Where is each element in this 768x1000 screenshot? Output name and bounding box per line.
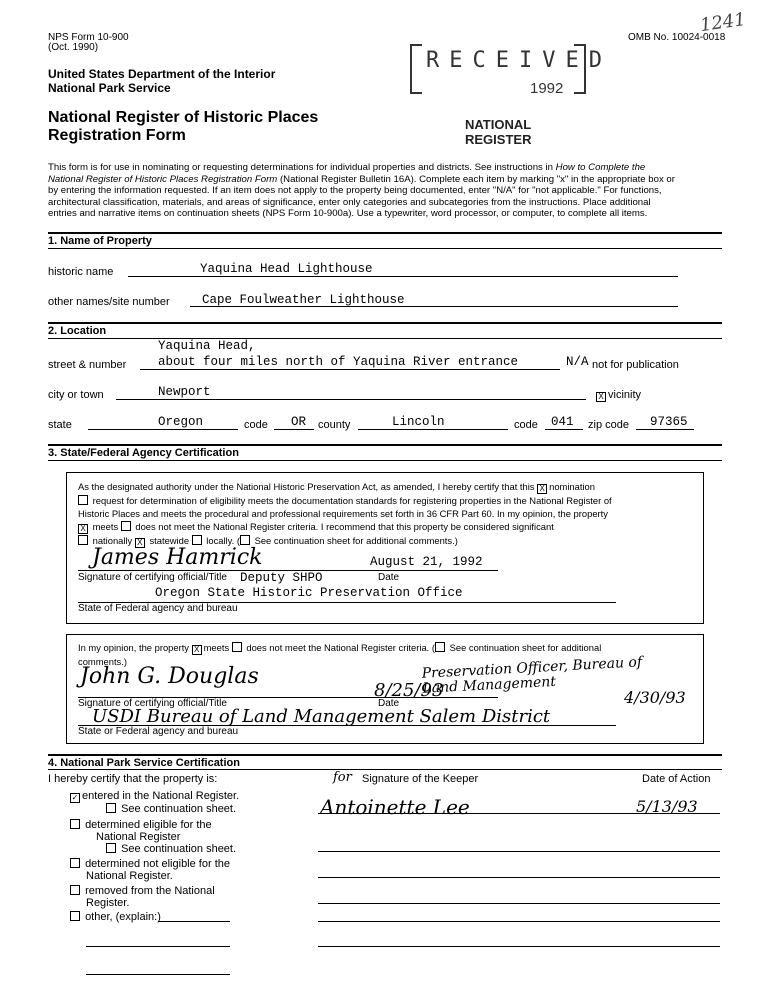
street-value-2[interactable]: about four miles north of Yaquina River entrance	[158, 355, 519, 369]
statewide-checkbox[interactable]: X	[135, 538, 145, 548]
street-value-1[interactable]: Yaquina Head,	[158, 339, 256, 353]
section-3-heading: 3. State/Federal Agency Certification	[48, 447, 239, 459]
entered-option[interactable]: ✓ entered in the National Register.	[71, 790, 240, 802]
state-value[interactable]: Oregon	[158, 415, 204, 429]
city-value[interactable]: Newport	[158, 385, 211, 399]
agency-value[interactable]: Oregon State Historic Preservation Office	[155, 586, 463, 600]
nationally-checkbox[interactable]	[78, 535, 88, 545]
official-title[interactable]: Deputy SHPO	[240, 571, 323, 585]
state-code-value[interactable]: OR	[291, 415, 307, 429]
federal-signature-label: Signature of certifying official/Title	[78, 698, 227, 709]
eligible-cont-checkbox[interactable]	[106, 843, 116, 853]
entered-continuation[interactable]: See continuation sheet.	[106, 803, 236, 815]
zip-value[interactable]: 97365	[650, 415, 688, 429]
keeper-label: Signature of the Keeper	[362, 773, 479, 785]
federal-date2-hand: 4/30/93	[624, 688, 686, 707]
not-for-publication-label: not for publication	[592, 359, 679, 371]
b2-not-meets-checkbox[interactable]	[232, 642, 242, 652]
nomination-checkbox[interactable]: X	[537, 484, 547, 494]
section-2-heading: 2. Location	[48, 325, 107, 337]
agency-label: State of Federal agency and bureau	[78, 603, 238, 614]
historic-name-value[interactable]: Yaquina Head Lighthouse	[200, 262, 373, 276]
form-date: (Oct. 1990)	[48, 42, 99, 53]
entered-checkbox[interactable]: ✓	[71, 793, 79, 802]
entered-cont-checkbox[interactable]	[106, 803, 116, 813]
action-date: 5/13/93	[636, 797, 698, 816]
federal-agency-label: State or Federal agency and bureau	[78, 726, 239, 737]
received-stamp	[410, 44, 612, 97]
section-1-heading: 1. Name of Property	[48, 235, 152, 247]
federal-date-label: Date	[378, 698, 400, 709]
not-eligible-line2: National Register.	[86, 870, 173, 882]
form-title-2: Registration Form	[48, 127, 186, 144]
department: United States Department of the Interior	[48, 67, 276, 81]
locally-checkbox[interactable]	[192, 535, 202, 545]
corner-mark: 1241	[698, 8, 748, 37]
stamp-received: RECEIVED	[426, 48, 612, 73]
other-option[interactable]: other, (explain:)	[70, 911, 161, 923]
form-number: NPS Form 10-900	[48, 32, 129, 43]
stamp-national: NATIONAL	[465, 117, 532, 132]
intro-paragraph: This form is for use in nominating or requesting determinations for individual properties and districts. See instructions in How to Complete the National Register of Historic Places Registration Form (National Register Bulletin 16A). Complete each item by marking "x" in the appropriate box or by entering the information requested. If an item does not apply to the property being documented, enter "N/A" for "not applicable." For functions, architectural classification, materials, and areas of significance, enter only categories and subcategories from the instructions. Place additional entries and narrative items on continuation sheets (NPS Form 10-900a). Use a typewriter, word processor, or computer, to complete all items.	[48, 162, 675, 220]
state-certification-text: As the designated authority under the National Historic Preservation Act, as amended, I hereby certify that this X nomination request for determination of eligibility meets the documentation standards for registering properties in the National Register of Historic Places and meets the procedural and professional requirements set forth in 36 CFR Part 60. In my opinion, the property X meets does not meet the National Register criteria. I recommend that this property be considered significant nationally X statewide locally. ( See continuation sheet for additional comments.)	[78, 481, 612, 548]
eligible-line2: National Register	[96, 831, 181, 843]
keeper-signature: Antoinette Lee	[320, 795, 470, 819]
county-code-value[interactable]: 041	[551, 415, 574, 429]
certification-date[interactable]: August 21, 1992	[370, 555, 483, 569]
continuation-checkbox[interactable]	[240, 535, 250, 545]
b2-meets-checkbox[interactable]: X	[192, 645, 202, 655]
not-eligible-checkbox[interactable]	[70, 858, 80, 868]
federal-agency-hand: USDI Bureau of Land Management Salem District	[92, 706, 551, 727]
for-hand: for	[333, 770, 352, 785]
removed-option[interactable]: removed from the National	[70, 885, 215, 897]
b2-continuation-checkbox[interactable]	[435, 642, 445, 652]
stamp-date: 1992	[530, 80, 564, 97]
removed-checkbox[interactable]	[70, 885, 80, 895]
form-title-1: National Register of Historic Places	[48, 109, 319, 126]
service: National Park Service	[48, 81, 171, 95]
street-label: street & number	[48, 359, 127, 371]
state-official-signature: James Hamrick	[92, 545, 263, 570]
stamp-register: REGISTER	[465, 132, 532, 147]
eligible-continuation[interactable]: See continuation sheet.	[106, 843, 236, 855]
action-label: Date of Action	[642, 773, 711, 785]
other-names-label: other names/site number	[48, 296, 170, 308]
not-meets-checkbox[interactable]	[121, 521, 131, 531]
state-label: state	[48, 419, 72, 431]
removed-line2: Register.	[86, 897, 130, 909]
signature-label: Signature of certifying official/Title	[78, 572, 227, 583]
not-eligible-option[interactable]: determined not eligible for the	[70, 858, 230, 870]
not-for-publication-na[interactable]: N/A	[566, 355, 589, 369]
federal-title-hand: Preservation Officer, Bureau of Land Management	[421, 654, 643, 697]
county-label: county	[318, 419, 351, 431]
city-label: city or town	[48, 389, 104, 401]
county-code-label: code	[514, 419, 538, 431]
county-value[interactable]: Lincoln	[392, 415, 445, 429]
omb-number: OMB No. 10024-0018	[628, 32, 726, 43]
section-4-heading: 4. National Park Service Certification	[48, 757, 240, 769]
date-label: Date	[378, 572, 400, 583]
request-checkbox[interactable]	[78, 495, 88, 505]
eligible-checkbox[interactable]	[70, 819, 80, 829]
historic-name-label: historic name	[48, 266, 114, 278]
vicinity-checkbox[interactable]: X	[596, 392, 606, 402]
federal-signature: John G. Douglas	[80, 664, 259, 689]
vicinity-check[interactable]: X vicinity	[596, 389, 641, 402]
certify-label: I hereby certify that the property is:	[48, 773, 218, 785]
zip-label: zip code	[588, 419, 629, 431]
federal-opinion-text: In my opinion, the property X meets does not meet the National Register criteria. ( See continuation sheet for additional comments.)	[78, 642, 602, 667]
eligible-option[interactable]: determined eligible for the	[70, 819, 212, 831]
other-names-value[interactable]: Cape Foulweather Lighthouse	[202, 293, 405, 307]
state-code-label: code	[244, 419, 268, 431]
meets-checkbox[interactable]: X	[78, 524, 88, 534]
federal-date-hand: 8/25/93	[374, 680, 444, 701]
other-checkbox[interactable]	[70, 911, 80, 921]
